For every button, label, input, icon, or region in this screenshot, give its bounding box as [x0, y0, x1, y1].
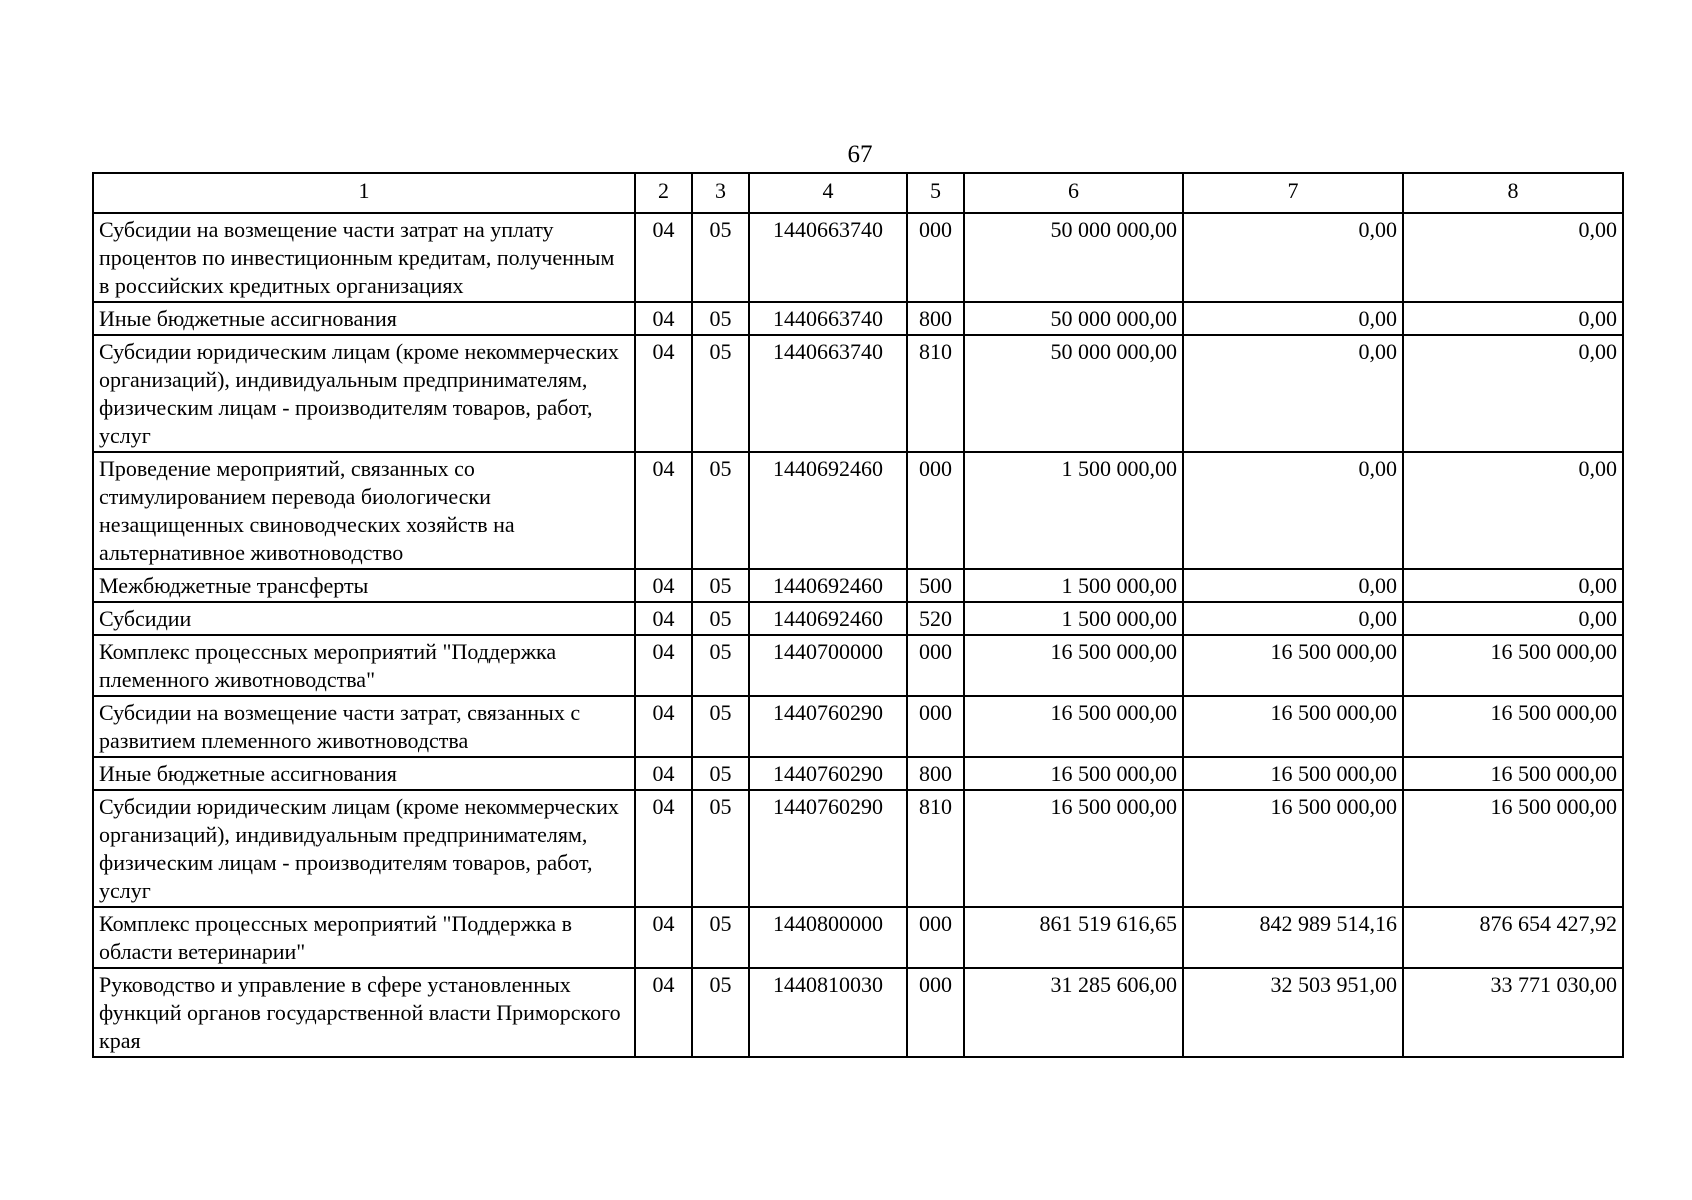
table-row — [93, 907, 1623, 968]
subsection-code-cell: 05 — [692, 213, 749, 302]
expense-type-cell: 810 — [907, 335, 964, 452]
section-code-cell: 04 — [635, 569, 692, 602]
subsection-code-cell: 05 — [692, 452, 749, 569]
amount-col6-cell: 50 000 000,00 — [964, 213, 1183, 302]
target-article-cell: 1440692460 — [749, 452, 907, 569]
expense-type-cell: 000 — [907, 635, 964, 696]
table-row — [93, 696, 1623, 757]
amount-col7-cell: 0,00 — [1183, 213, 1403, 302]
target-article-cell: 1440700000 — [749, 635, 907, 696]
expense-type-cell: 810 — [907, 790, 964, 907]
page-number: 67 — [847, 141, 873, 168]
table-row — [93, 569, 1623, 602]
amount-col7-cell: 0,00 — [1183, 302, 1403, 335]
column-header: 4 — [749, 173, 907, 213]
column-header: 3 — [692, 173, 749, 213]
expense-type-cell: 000 — [907, 968, 964, 1057]
target-article-cell: 1440663740 — [749, 213, 907, 302]
target-article-cell: 1440760290 — [749, 790, 907, 907]
row-name-cell: Субсидии на возмещение части затрат, связанных с развитием племенного животноводства — [93, 696, 635, 757]
table-row — [93, 968, 1623, 1057]
row-name-cell: Субсидии юридическим лицам (кроме некоммерческих организаций), индивидуальным предпринимателям, физическим лицам - производителям товаров, работ, услуг — [93, 335, 635, 452]
target-article-cell: 1440663740 — [749, 302, 907, 335]
column-header: 6 — [964, 173, 1183, 213]
expense-type-cell: 500 — [907, 569, 964, 602]
amount-col8-cell: 0,00 — [1403, 569, 1623, 602]
amount-col8-cell: 16 500 000,00 — [1403, 696, 1623, 757]
section-code-cell: 04 — [635, 907, 692, 968]
amount-col8-cell: 16 500 000,00 — [1403, 635, 1623, 696]
table-row — [93, 635, 1623, 696]
row-name-cell: Иные бюджетные ассигнования — [93, 302, 635, 335]
amount-col7-cell: 16 500 000,00 — [1183, 790, 1403, 907]
amount-col6-cell: 861 519 616,65 — [964, 907, 1183, 968]
amount-col7-cell: 0,00 — [1183, 335, 1403, 452]
target-article-cell: 1440692460 — [749, 602, 907, 635]
target-article-cell: 1440692460 — [749, 569, 907, 602]
amount-col8-cell: 0,00 — [1403, 302, 1623, 335]
expense-type-cell: 000 — [907, 907, 964, 968]
target-article-cell: 1440760290 — [749, 757, 907, 790]
section-code-cell: 04 — [635, 968, 692, 1057]
amount-col6-cell: 50 000 000,00 — [964, 335, 1183, 452]
amount-col6-cell: 1 500 000,00 — [964, 602, 1183, 635]
amount-col8-cell: 16 500 000,00 — [1403, 757, 1623, 790]
section-code-cell: 04 — [635, 213, 692, 302]
amount-col8-cell: 33 771 030,00 — [1403, 968, 1623, 1057]
amount-col7-cell: 16 500 000,00 — [1183, 635, 1403, 696]
section-code-cell: 04 — [635, 302, 692, 335]
section-code-cell: 04 — [635, 602, 692, 635]
row-name-cell: Комплекс процессных мероприятий "Поддержка в области ветеринарии" — [93, 907, 635, 968]
table-header-row — [93, 173, 1623, 213]
amount-col6-cell: 16 500 000,00 — [964, 635, 1183, 696]
row-name-cell: Комплекс процессных мероприятий "Поддержка племенного животноводства" — [93, 635, 635, 696]
section-code-cell: 04 — [635, 335, 692, 452]
target-article-cell: 1440800000 — [749, 907, 907, 968]
amount-col7-cell: 0,00 — [1183, 569, 1403, 602]
row-name-cell: Субсидии — [93, 602, 635, 635]
amount-col8-cell: 16 500 000,00 — [1403, 790, 1623, 907]
expense-type-cell: 000 — [907, 213, 964, 302]
column-header: 5 — [907, 173, 964, 213]
row-name-cell: Проведение мероприятий, связанных со стимулированием перевода биологически незащищенных свиноводческих хозяйств на альтернативное животноводство — [93, 452, 635, 569]
amount-col8-cell: 0,00 — [1403, 602, 1623, 635]
table-row — [93, 452, 1623, 569]
column-header: 7 — [1183, 173, 1403, 213]
amount-col7-cell: 16 500 000,00 — [1183, 757, 1403, 790]
amount-col7-cell: 0,00 — [1183, 602, 1403, 635]
amount-col8-cell: 0,00 — [1403, 213, 1623, 302]
budget-table — [92, 172, 1624, 1058]
column-header: 1 — [93, 173, 635, 213]
section-code-cell: 04 — [635, 790, 692, 907]
table-row — [93, 790, 1623, 907]
amount-col7-cell: 32 503 951,00 — [1183, 968, 1403, 1057]
amount-col7-cell: 0,00 — [1183, 452, 1403, 569]
row-name-cell: Руководство и управление в сфере установленных функций органов государственной власти Приморского края — [93, 968, 635, 1057]
subsection-code-cell: 05 — [692, 757, 749, 790]
section-code-cell: 04 — [635, 757, 692, 790]
column-header: 8 — [1403, 173, 1623, 213]
row-name-cell: Субсидии на возмещение части затрат на уплату процентов по инвестиционным кредитам, полученным в российских кредитных организациях — [93, 213, 635, 302]
amount-col6-cell: 16 500 000,00 — [964, 757, 1183, 790]
section-code-cell: 04 — [635, 696, 692, 757]
amount-col6-cell: 1 500 000,00 — [964, 452, 1183, 569]
subsection-code-cell: 05 — [692, 635, 749, 696]
amount-col6-cell: 16 500 000,00 — [964, 696, 1183, 757]
expense-type-cell: 800 — [907, 757, 964, 790]
subsection-code-cell: 05 — [692, 968, 749, 1057]
subsection-code-cell: 05 — [692, 302, 749, 335]
expense-type-cell: 520 — [907, 602, 964, 635]
expense-type-cell: 800 — [907, 302, 964, 335]
amount-col6-cell: 50 000 000,00 — [964, 302, 1183, 335]
row-name-cell: Иные бюджетные ассигнования — [93, 757, 635, 790]
subsection-code-cell: 05 — [692, 602, 749, 635]
subsection-code-cell: 05 — [692, 907, 749, 968]
table-row — [93, 602, 1623, 635]
amount-col8-cell: 0,00 — [1403, 335, 1623, 452]
target-article-cell: 1440760290 — [749, 696, 907, 757]
subsection-code-cell: 05 — [692, 569, 749, 602]
subsection-code-cell: 05 — [692, 335, 749, 452]
section-code-cell: 04 — [635, 452, 692, 569]
section-code-cell: 04 — [635, 635, 692, 696]
amount-col6-cell: 31 285 606,00 — [964, 968, 1183, 1057]
target-article-cell: 1440663740 — [749, 335, 907, 452]
expense-type-cell: 000 — [907, 452, 964, 569]
column-header: 2 — [635, 173, 692, 213]
table-row — [93, 213, 1623, 302]
amount-col8-cell: 876 654 427,92 — [1403, 907, 1623, 968]
amount-col6-cell: 16 500 000,00 — [964, 790, 1183, 907]
amount-col7-cell: 16 500 000,00 — [1183, 696, 1403, 757]
subsection-code-cell: 05 — [692, 696, 749, 757]
row-name-cell: Межбюджетные трансферты — [93, 569, 635, 602]
row-name-cell: Субсидии юридическим лицам (кроме некоммерческих организаций), индивидуальным предпринимателям, физическим лицам - производителям товаров, работ, услуг — [93, 790, 635, 907]
expense-type-cell: 000 — [907, 696, 964, 757]
target-article-cell: 1440810030 — [749, 968, 907, 1057]
amount-col8-cell: 0,00 — [1403, 452, 1623, 569]
table-row — [93, 335, 1623, 452]
table-row — [93, 302, 1623, 335]
amount-col6-cell: 1 500 000,00 — [964, 569, 1183, 602]
amount-col7-cell: 842 989 514,16 — [1183, 907, 1403, 968]
subsection-code-cell: 05 — [692, 790, 749, 907]
table-row — [93, 757, 1623, 790]
